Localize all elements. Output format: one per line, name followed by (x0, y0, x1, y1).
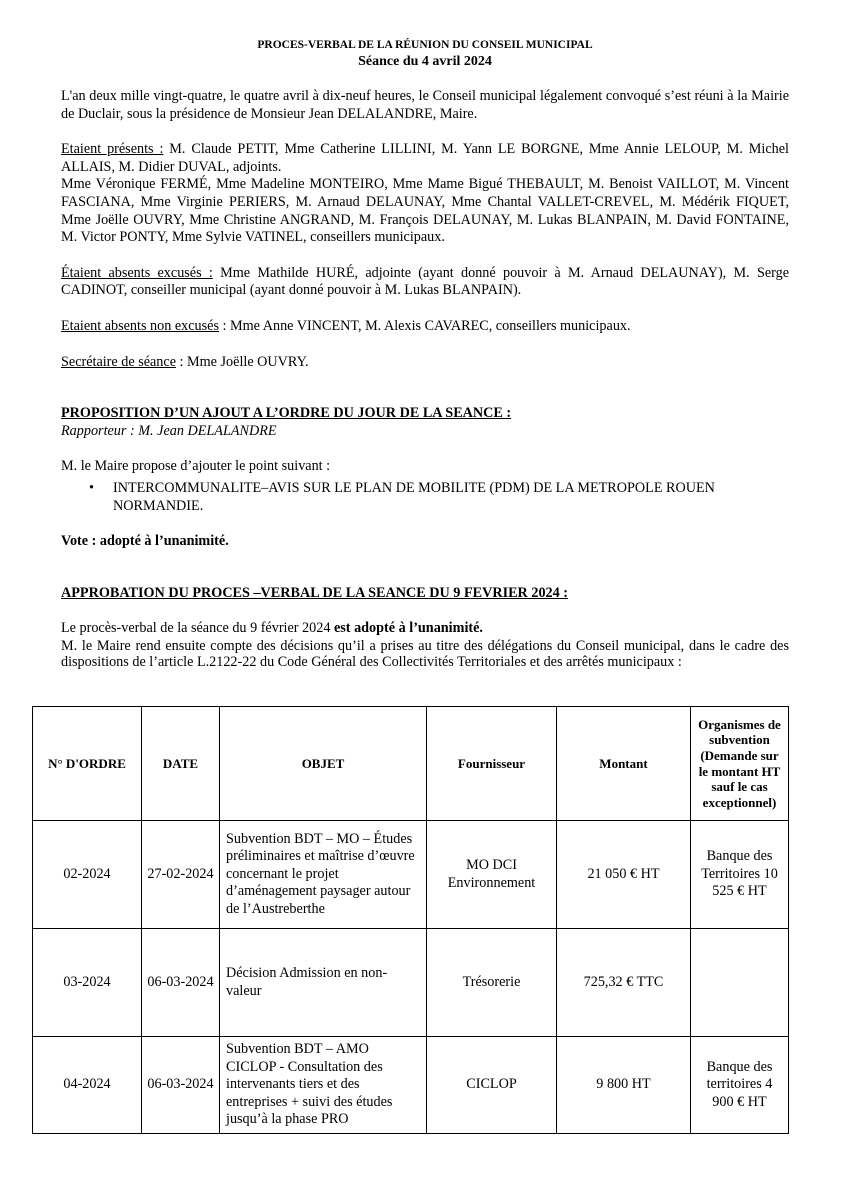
absents-non-excuses-paragraph (61, 318, 789, 336)
cell-fournisseur: Trésorerie (427, 929, 557, 1037)
presents-paragraph (61, 141, 789, 176)
presents-adjoints: M. Claude PETIT, Mme Catherine LILLINI, M. Yann LE BORGNE, Mme Annie LELOUP, M. Michel ALLAIS, M. Didier DUVAL, adjoints. (61, 141, 789, 175)
decisions-table (32, 706, 789, 1134)
decisions-intro: M. le Maire rend ensuite compte des décisions qu’il a prises au titre des délégations du Conseil municipal, dans le cadre des dispositions de l’article L.2122-22 du Code Général des Collectivités Territoriales et des arrêtés municipaux : (61, 637, 789, 671)
cell-date: 27-02-2024 (142, 821, 220, 929)
absents-non-excuses-text: : Mme Anne VINCENT, M. Alexis CAVAREC, conseillers municipaux. (219, 317, 631, 334)
cell-objet: Subvention BDT – AMO CICLOP - Consultation des intervenants tiers et des entreprises + suivi des études jusqu’à la phase PRO (220, 1037, 427, 1134)
column-header-objet: OBJET (220, 707, 427, 821)
cell-ordre: 02-2024 (33, 821, 142, 929)
approbation-paragraph (61, 620, 789, 638)
cell-montant: 21 050 € HT (557, 821, 691, 929)
absents-excuses-text: Mme Mathilde HURÉ, adjointe (ayant donné pouvoir à M. Arnaud DELAUNAY), M. Serge CADINOT, conseiller municipal (ayant donné pouvoir à M. Lukas BLANPAIN). (61, 264, 789, 299)
table-row (33, 1037, 789, 1134)
cell-montant: 725,32 € TTC (557, 929, 691, 1037)
cell-date: 06-03-2024 (142, 929, 220, 1037)
cell-fournisseur: CICLOP (427, 1037, 557, 1134)
column-header-fournisseur: Fournisseur (427, 707, 557, 821)
cell-date: 06-03-2024 (142, 1037, 220, 1134)
cell-organismes: Banque des Territoires 10 525 € HT (691, 821, 789, 929)
column-header-date: DATE (142, 707, 220, 821)
table-row (33, 929, 789, 1037)
column-header-organismes: Organismes de subvention (Demande sur le montant HT sauf le cas exceptionnel) (691, 707, 789, 821)
intro-paragraph: L'an deux mille vingt-quatre, le quatre avril à dix-neuf heures, le Conseil municipal légalement convoqué s’est réuni à la Mairie de Duclair, sous la présidence de Monsieur Jean DELALANDRE, Maire. (61, 88, 789, 122)
table-header-row (33, 707, 789, 821)
secretaire-label: Secrétaire de séance (61, 353, 176, 370)
absents-non-excuses-label: Etaient absents non excusés (61, 317, 219, 334)
rapporteur: Rapporteur : M. Jean DELALANDRE (61, 422, 277, 439)
vote-result: Vote : adopté à l’unanimité. (61, 533, 229, 550)
document-title: PROCES-VERBAL DE LA RÉUNION DU CONSEIL MUNICIPAL (257, 39, 593, 51)
bullet-icon: • (89, 479, 94, 496)
presents-conseillers: Mme Véronique FERMÉ, Mme Madeline MONTEIRO, Mme Mame Bigué THEBAULT, M. Benoist VAILLOT, M. Vincent FASCIANA, Mme Virginie PERIERS, M. Arnaud DELAUNAY, Mme Chantal VALLET-CREVEL, M. Médérik FIQUET, Mme Joëlle OUVRY, Mme Christine ANGRAND, M. François DELAUNAY, M. Lukas BLANPAIN, M. David FONTAINE, M. Victor PONTY, Mme Sylvie VATINEL, conseillers municipaux. (61, 176, 789, 246)
ajout-list (61, 480, 789, 515)
cell-organismes: Banque des territoires 4 900 € HT (691, 1037, 789, 1134)
secretaire-text: : Mme Joëlle OUVRY. (176, 353, 309, 370)
cell-organismes (691, 929, 789, 1037)
ajout-item-text: INTERCOMMUNALITE–AVIS SUR LE PLAN DE MOBILITE (PDM) DE LA METROPOLE ROUEN NORMANDIE. (113, 479, 715, 514)
cell-montant: 9 800 HT (557, 1037, 691, 1134)
secretaire-paragraph (61, 354, 789, 372)
session-date: Séance du 4 avril 2024 (358, 54, 492, 69)
document-page (61, 38, 789, 671)
section-ordre-du-jour-title: PROPOSITION D’UN AJOUT A L’ORDRE DU JOUR DE LA SEANCE : (61, 405, 512, 422)
document-header (61, 38, 789, 70)
column-header-ordre: N° D'ORDRE (33, 707, 142, 821)
table-row (33, 821, 789, 929)
presents-label: Etaient présents : (61, 141, 164, 158)
cell-objet: Décision Admission en non-valeur (220, 929, 427, 1037)
cell-ordre: 04-2024 (33, 1037, 142, 1134)
approbation-result: est adopté à l’unanimité. (333, 620, 483, 637)
cell-objet: Subvention BDT – MO – Études préliminaires et maîtrise d’œuvre concernant le projet d’aménagement paysager autour de l’Austreberthe (220, 821, 427, 929)
list-item (89, 479, 789, 515)
approbation-text: Le procès-verbal de la séance du 9 février 2024 (61, 620, 334, 637)
ajout-text: M. le Maire propose d’ajouter le point suivant : (61, 458, 331, 475)
cell-ordre: 03-2024 (33, 929, 142, 1037)
cell-fournisseur: MO DCI Environnement (427, 821, 557, 929)
section-approbation-title: APPROBATION DU PROCES –VERBAL DE LA SEANCE DU 9 FEVRIER 2024 : (61, 584, 568, 601)
column-header-montant: Montant (557, 707, 691, 821)
absents-excuses-paragraph (61, 265, 789, 300)
absents-excuses-label: Étaient absents excusés : (61, 264, 213, 281)
